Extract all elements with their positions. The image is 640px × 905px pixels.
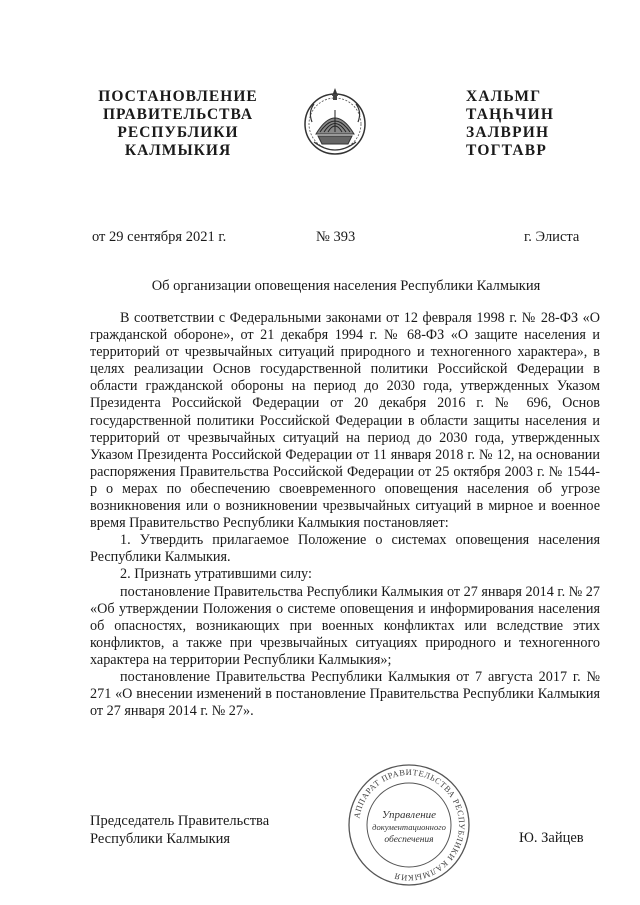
- preamble-paragraph: В соответствии с Федеральными законами от 12 февраля 1998 г. № 28-ФЗ «О гражданской обороне», от 21 декабря 1994 г. № 68-ФЗ «О защите населения и территорий от чрезвычайных ситуаций природного и техногенного характера», в целях реализации Основ государственной политики Российской Федерации в области гражданской обороны на период до 2030 года, утвержденных Указом Президента Российской Федерации от 20 декабря 2016 г. № 696, Основ государственной политики Российской Федерации в области защиты населения и территорий от чрезвычайных ситуаций на период до 2030 года, утвержденных Указом Президента Российской Федерации от 11 января 2018 г. № 12, на основании распоряжения Правительства Российской Федерации от 25 октября 2003 г. № 1544-р о мерах по обеспечению своевременного оповещения населения об угрозе возникновения или о возникновении чрезвычайных ситуаций в мирное и военное время Правительство Республики Калмыкия постановляет:: [90, 310, 600, 532]
- stamp-inner-line: обеспечения: [384, 835, 434, 845]
- stamp-inner-line: документационного: [372, 822, 446, 832]
- header-left-line: КАЛМЫКИЯ: [124, 142, 232, 159]
- document-number: № 393: [316, 229, 356, 245]
- stamp-inner-line: Управление: [381, 809, 437, 821]
- repealed-act-1-paragraph: постановление Правительства Республики Калмыкия от 27 января 2014 г. № 27 «Об утверждении Положения о системе оповещения и информирования населения об опасностях, возникающих при военных конфликтах или вследствие этих конфликтов, а также при чрезвычайных ситуациях природного и техногенного характера на территории Республики Калмыкия»;: [90, 583, 600, 668]
- header-right-line: ТОГТАВР: [466, 142, 548, 159]
- document-title: Об организации оповещения населения Республики Калмыкия: [151, 278, 541, 294]
- document-date: от 29 сентября 2021 г.: [92, 229, 227, 245]
- clause-1-paragraph: 1. Утвердить прилагаемое Положение о системах оповещения населения Республики Калмыкия.: [90, 532, 600, 566]
- signatory-position: [90, 812, 269, 848]
- header-right-line: ЗАЛВРИН: [466, 124, 550, 141]
- header-right-kalmyk: [466, 88, 572, 160]
- header-right-line: ТАҢҺЧИН: [466, 106, 555, 123]
- official-seal-stamp-icon: [344, 760, 474, 890]
- document-body: [90, 310, 600, 720]
- signatory-position-line: Республики Калмыкия: [90, 831, 231, 847]
- header-left-line: РЕСПУБЛИКИ: [117, 124, 239, 141]
- coat-of-arms-emblem-icon: [302, 82, 368, 162]
- signatory-name: Ю. Зайцев: [519, 830, 584, 846]
- signatory-position-line: Председатель Правительства: [90, 813, 270, 829]
- document-city: г. Элиста: [524, 229, 580, 245]
- header-left-line: ПРАВИТЕЛЬСТВА: [102, 106, 254, 123]
- clause-2-paragraph: 2. Признать утратившими силу:: [120, 566, 312, 583]
- header-left-russian: [94, 88, 262, 160]
- header-right-line: ХАЛЬМГ: [466, 88, 542, 105]
- repealed-act-2-paragraph: постановление Правительства Республики Калмыкия от 7 августа 2017 г. № 271 «О внесении изменений в постановление Правительства Республики Калмыкия от 27 января 2014 г. № 27».: [90, 668, 600, 720]
- header-left-line: ПОСТАНОВЛЕНИЕ: [98, 88, 258, 105]
- stamp-ring-text: АППАРАТ ПРАВИТЕЛЬСТВА РЕСПУБЛИКИ КАЛМЫКИЯ: [352, 767, 467, 883]
